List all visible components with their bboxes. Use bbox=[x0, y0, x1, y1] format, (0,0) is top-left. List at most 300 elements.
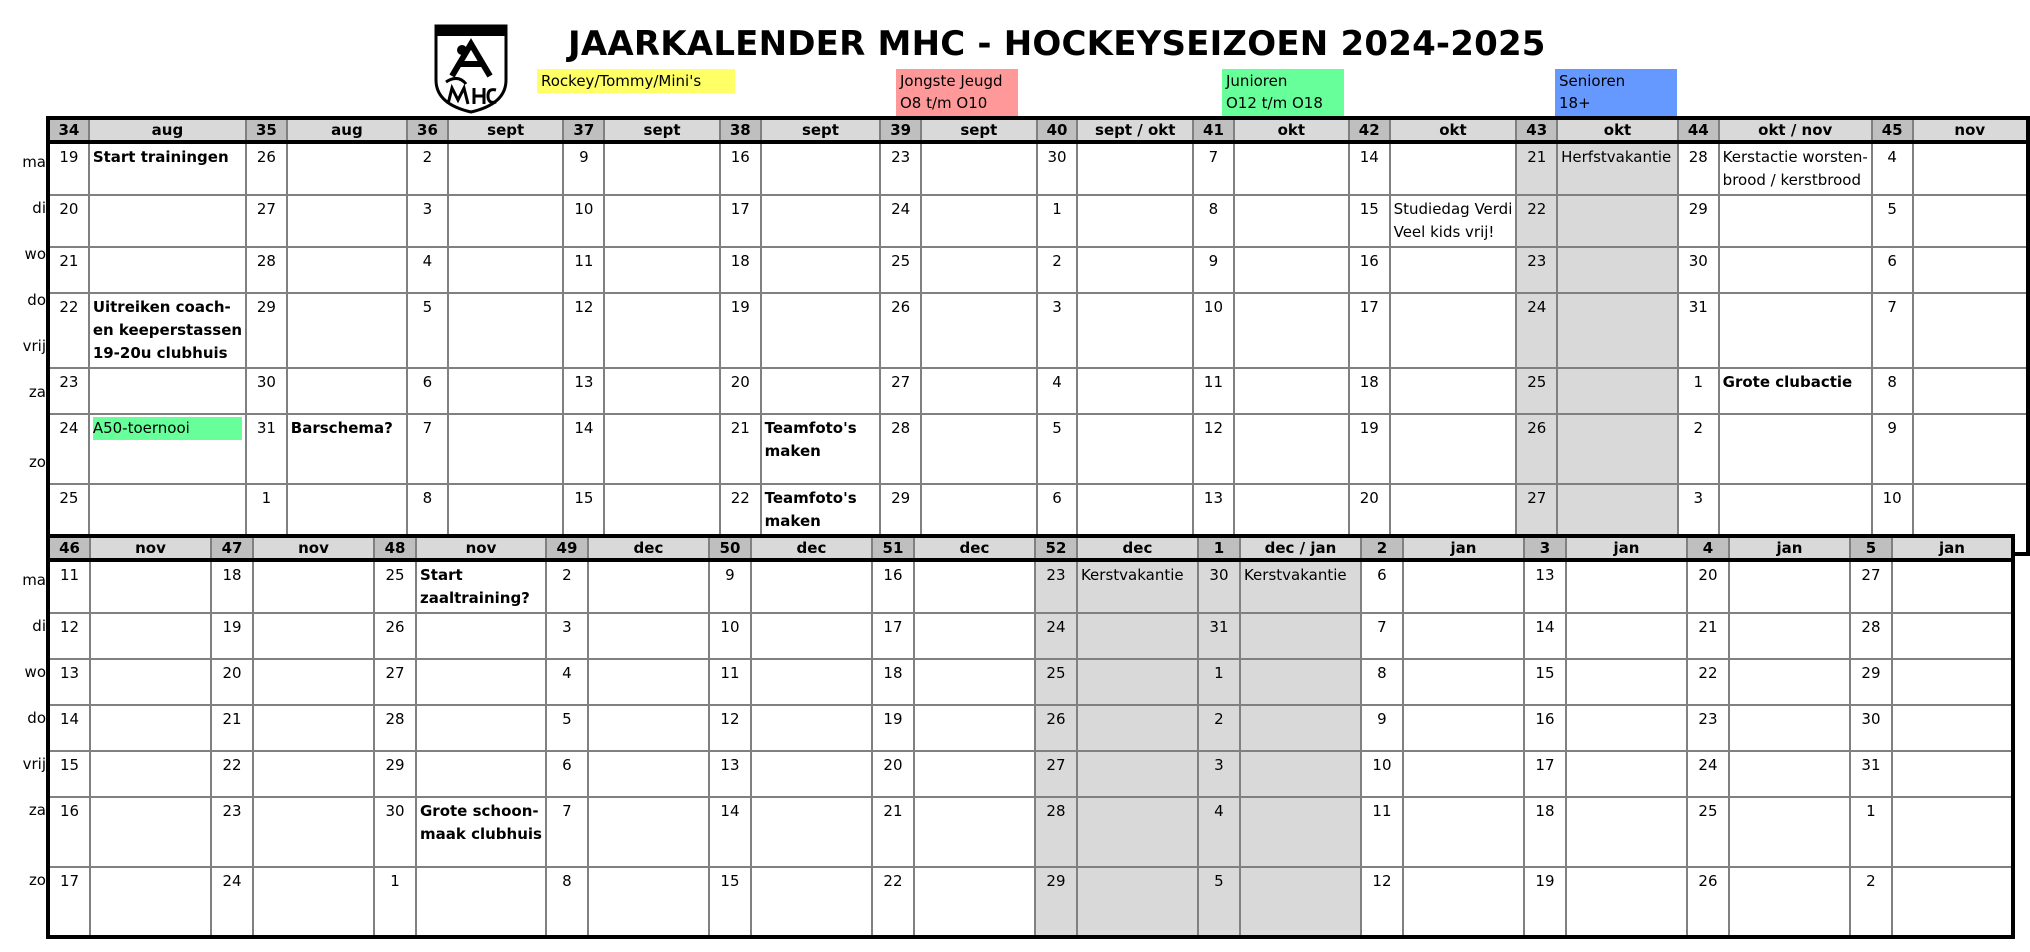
month-label: jan bbox=[1729, 536, 1850, 560]
week-number: 48 bbox=[374, 536, 416, 560]
event-note-cell bbox=[1403, 613, 1524, 659]
date-cell: 20 bbox=[720, 368, 761, 414]
event-note-cell bbox=[1240, 751, 1361, 797]
event-note-cell bbox=[89, 195, 246, 247]
day-row bbox=[48, 797, 2013, 867]
event-note-cell bbox=[1892, 705, 2013, 751]
date-cell: 19 bbox=[211, 613, 253, 659]
event-note-cell bbox=[1077, 797, 1198, 867]
event-note-cell bbox=[914, 751, 1035, 797]
event-note-cell bbox=[914, 613, 1035, 659]
event-note-cell bbox=[90, 867, 211, 937]
month-label: dec bbox=[751, 536, 872, 560]
event-note-cell bbox=[1729, 867, 1850, 937]
event-note-cell bbox=[253, 613, 374, 659]
date-cell: 30 bbox=[374, 797, 416, 867]
date-cell: 25 bbox=[374, 560, 416, 613]
event-note: Uitreiken coach- en keeperstassen 19-20u clubhuis bbox=[92, 298, 243, 362]
date-cell: 15 bbox=[48, 751, 90, 797]
event-note-cell bbox=[1557, 142, 1678, 195]
event-note-cell bbox=[1719, 293, 1872, 368]
event-note-cell bbox=[1557, 247, 1678, 293]
week-number: 41 bbox=[1193, 118, 1234, 142]
date-cell: 10 bbox=[1872, 484, 1913, 554]
day-row bbox=[48, 867, 2013, 937]
date-cell: 29 bbox=[880, 484, 921, 554]
event-note-cell bbox=[1729, 751, 1850, 797]
weekday-label: do bbox=[27, 291, 46, 309]
date-cell: 9 bbox=[1872, 414, 1913, 484]
event-note-cell bbox=[588, 797, 709, 867]
month-label: dec bbox=[588, 536, 709, 560]
date-cell: 23 bbox=[1516, 247, 1557, 293]
day-row bbox=[48, 560, 2013, 613]
date-cell: 16 bbox=[720, 142, 761, 195]
event-note-cell bbox=[1719, 247, 1872, 293]
event-note-cell bbox=[1557, 414, 1678, 484]
week-number: 39 bbox=[880, 118, 921, 142]
date-cell: 23 bbox=[880, 142, 921, 195]
event-note-cell bbox=[751, 751, 872, 797]
week-number: 2 bbox=[1361, 536, 1403, 560]
event-note-cell bbox=[448, 247, 564, 293]
event-note-cell bbox=[921, 142, 1037, 195]
date-cell: 26 bbox=[1035, 705, 1077, 751]
date-cell: 22 bbox=[1687, 659, 1729, 705]
date-cell: 6 bbox=[546, 751, 588, 797]
date-cell: 25 bbox=[880, 247, 921, 293]
date-cell: 21 bbox=[1687, 613, 1729, 659]
month-label: okt bbox=[1390, 118, 1517, 142]
event-note-cell bbox=[1892, 867, 2013, 937]
event-note-cell bbox=[1892, 797, 2013, 867]
event-note-cell bbox=[751, 705, 872, 751]
event-note-cell bbox=[89, 368, 246, 414]
date-cell: 8 bbox=[1872, 368, 1913, 414]
event-note: Kerstactie worsten- brood / kerstbrood bbox=[1722, 148, 1868, 189]
day-row bbox=[48, 293, 2028, 368]
event-note-cell bbox=[1234, 293, 1349, 368]
event-note-cell bbox=[1566, 560, 1687, 613]
week-number: 3 bbox=[1524, 536, 1566, 560]
month-label: dec bbox=[1077, 536, 1198, 560]
event-note-cell bbox=[604, 414, 720, 484]
date-cell: 1 bbox=[1198, 659, 1240, 705]
event-note-cell bbox=[1077, 195, 1193, 247]
event-note-cell bbox=[588, 613, 709, 659]
event-note: Studiedag Verdi Veel kids vrij! bbox=[1393, 200, 1513, 241]
event-note-cell bbox=[1719, 195, 1872, 247]
event-note-cell bbox=[89, 142, 246, 195]
date-cell: 1 bbox=[374, 867, 416, 937]
event-note-cell bbox=[1913, 414, 2028, 484]
month-label: dec bbox=[914, 536, 1035, 560]
event-note-cell bbox=[253, 867, 374, 937]
month-label: sept bbox=[761, 118, 881, 142]
date-cell: 8 bbox=[1193, 195, 1234, 247]
event-note-cell bbox=[287, 247, 407, 293]
date-cell: 6 bbox=[1872, 247, 1913, 293]
legend-item: Senioren 18+ bbox=[1555, 69, 1677, 117]
date-cell: 31 bbox=[1198, 613, 1240, 659]
date-cell: 22 bbox=[48, 293, 89, 368]
event-note-cell bbox=[1077, 293, 1193, 368]
event-note-cell bbox=[90, 560, 211, 613]
date-cell: 15 bbox=[563, 484, 604, 554]
event-note: Kerstvakantie bbox=[1243, 566, 1347, 584]
event-note: Grote clubactie bbox=[1722, 373, 1853, 391]
event-note-cell bbox=[761, 195, 881, 247]
date-cell: 28 bbox=[246, 247, 287, 293]
event-note-cell bbox=[287, 293, 407, 368]
date-cell: 8 bbox=[1361, 659, 1403, 705]
week-number: 51 bbox=[872, 536, 914, 560]
date-cell: 15 bbox=[1349, 195, 1390, 247]
date-cell: 7 bbox=[546, 797, 588, 867]
day-row bbox=[48, 751, 2013, 797]
date-cell: 1 bbox=[1850, 797, 1892, 867]
week-number: 35 bbox=[246, 118, 287, 142]
date-cell: 4 bbox=[546, 659, 588, 705]
date-cell: 29 bbox=[1678, 195, 1719, 247]
date-cell: 25 bbox=[1687, 797, 1729, 867]
date-cell: 17 bbox=[48, 867, 90, 937]
event-note-cell bbox=[1913, 195, 2028, 247]
week-number: 44 bbox=[1678, 118, 1719, 142]
date-cell: 11 bbox=[709, 659, 751, 705]
event-note-cell bbox=[1566, 797, 1687, 867]
event-note-cell bbox=[921, 247, 1037, 293]
event-note: Teamfoto's maken bbox=[764, 489, 857, 530]
date-cell: 3 bbox=[1198, 751, 1240, 797]
event-note-cell bbox=[1234, 414, 1349, 484]
date-cell: 17 bbox=[1349, 293, 1390, 368]
event-note-cell bbox=[1077, 142, 1193, 195]
week-number: 49 bbox=[546, 536, 588, 560]
date-cell: 31 bbox=[1850, 751, 1892, 797]
event-note-cell bbox=[1566, 659, 1687, 705]
event-note-cell bbox=[1077, 368, 1193, 414]
date-cell: 22 bbox=[211, 751, 253, 797]
week-number: 4 bbox=[1687, 536, 1729, 560]
event-note-cell bbox=[1557, 293, 1678, 368]
event-note-cell bbox=[1913, 247, 2028, 293]
event-note-cell bbox=[416, 705, 546, 751]
event-note-cell bbox=[588, 705, 709, 751]
date-cell: 7 bbox=[1193, 142, 1234, 195]
event-note-cell bbox=[1913, 293, 2028, 368]
date-cell: 23 bbox=[1035, 560, 1077, 613]
date-cell: 30 bbox=[1198, 560, 1240, 613]
date-cell: 20 bbox=[1349, 484, 1390, 554]
date-cell: 10 bbox=[1193, 293, 1234, 368]
event-note-cell bbox=[1719, 142, 1872, 195]
date-cell: 15 bbox=[1524, 659, 1566, 705]
mhc-club-logo bbox=[432, 22, 510, 114]
event-note-cell bbox=[1729, 659, 1850, 705]
date-cell: 21 bbox=[720, 414, 761, 484]
event-note-cell bbox=[287, 414, 407, 484]
week-number: 45 bbox=[1872, 118, 1913, 142]
event-note-cell bbox=[1390, 142, 1517, 195]
legend-item: Junioren O12 t/m O18 bbox=[1222, 69, 1344, 117]
date-cell: 26 bbox=[374, 613, 416, 659]
date-cell: 16 bbox=[48, 797, 90, 867]
week-number: 40 bbox=[1037, 118, 1078, 142]
event-note-cell bbox=[1892, 613, 2013, 659]
date-cell: 27 bbox=[880, 368, 921, 414]
date-cell: 24 bbox=[1035, 613, 1077, 659]
event-note-cell bbox=[751, 560, 872, 613]
date-cell: 1 bbox=[1678, 368, 1719, 414]
date-cell: 4 bbox=[1037, 368, 1078, 414]
date-cell: 29 bbox=[246, 293, 287, 368]
legend-item: Rockey/Tommy/Mini's bbox=[537, 69, 735, 93]
event-note-cell bbox=[1566, 613, 1687, 659]
event-note-cell bbox=[1729, 560, 1850, 613]
event-note-cell bbox=[253, 751, 374, 797]
event-note-cell bbox=[90, 797, 211, 867]
date-cell: 27 bbox=[1035, 751, 1077, 797]
event-note-cell bbox=[448, 368, 564, 414]
weekday-label: wo bbox=[24, 663, 46, 681]
event-note-cell bbox=[921, 293, 1037, 368]
legend-item: Jongste Jeugd O8 t/m O10 bbox=[896, 69, 1018, 117]
date-cell: 5 bbox=[407, 293, 448, 368]
event-note-cell bbox=[921, 195, 1037, 247]
event-note-cell bbox=[1557, 195, 1678, 247]
event-note-cell bbox=[921, 368, 1037, 414]
weekday-label: vrij bbox=[22, 755, 46, 773]
month-label: aug bbox=[287, 118, 407, 142]
event-note-cell bbox=[1403, 797, 1524, 867]
date-cell: 3 bbox=[1037, 293, 1078, 368]
date-cell: 20 bbox=[872, 751, 914, 797]
calendar-block-nov-jan bbox=[46, 534, 2015, 939]
event-note-cell bbox=[1729, 797, 1850, 867]
month-label: sept / okt bbox=[1077, 118, 1193, 142]
event-note-cell bbox=[588, 867, 709, 937]
month-label: nov bbox=[416, 536, 546, 560]
date-cell: 29 bbox=[1035, 867, 1077, 937]
month-label: nov bbox=[90, 536, 211, 560]
date-cell: 28 bbox=[374, 705, 416, 751]
event-note-cell bbox=[89, 293, 246, 368]
date-cell: 15 bbox=[709, 867, 751, 937]
date-cell: 30 bbox=[1037, 142, 1078, 195]
date-cell: 30 bbox=[246, 368, 287, 414]
event-note-cell bbox=[1892, 659, 2013, 705]
event-note-cell bbox=[1240, 659, 1361, 705]
event-note-cell bbox=[751, 659, 872, 705]
event-note-cell bbox=[1403, 751, 1524, 797]
week-number: 38 bbox=[720, 118, 761, 142]
event-note: Teamfoto's maken bbox=[764, 419, 857, 460]
event-note-cell bbox=[1719, 368, 1872, 414]
date-cell: 4 bbox=[407, 247, 448, 293]
event-note-cell bbox=[287, 368, 407, 414]
weekday-label: zo bbox=[28, 453, 46, 471]
month-label: sept bbox=[921, 118, 1037, 142]
event-note-cell bbox=[1390, 247, 1517, 293]
month-label: okt bbox=[1234, 118, 1349, 142]
date-cell: 31 bbox=[1678, 293, 1719, 368]
date-cell: 24 bbox=[211, 867, 253, 937]
event-note-cell bbox=[1240, 705, 1361, 751]
date-cell: 12 bbox=[563, 293, 604, 368]
event-note-cell bbox=[588, 659, 709, 705]
weekday-label: do bbox=[27, 709, 46, 727]
event-note-cell bbox=[89, 414, 246, 484]
date-cell: 1 bbox=[246, 484, 287, 554]
event-note-cell bbox=[1240, 560, 1361, 613]
date-cell: 16 bbox=[1349, 247, 1390, 293]
date-cell: 7 bbox=[1361, 613, 1403, 659]
date-cell: 12 bbox=[48, 613, 90, 659]
week-number: 36 bbox=[407, 118, 448, 142]
date-cell: 9 bbox=[1361, 705, 1403, 751]
event-note: Start zaaltraining? bbox=[420, 566, 530, 607]
date-cell: 25 bbox=[48, 484, 89, 554]
event-note-cell bbox=[914, 659, 1035, 705]
event-note-cell bbox=[1240, 867, 1361, 937]
date-cell: 11 bbox=[563, 247, 604, 293]
week-number: 47 bbox=[211, 536, 253, 560]
event-note-cell bbox=[1403, 867, 1524, 937]
date-cell: 19 bbox=[1524, 867, 1566, 937]
event-note-cell bbox=[1403, 705, 1524, 751]
date-cell: 9 bbox=[709, 560, 751, 613]
date-cell: 20 bbox=[211, 659, 253, 705]
event-note-cell bbox=[416, 659, 546, 705]
weekday-label: za bbox=[28, 383, 46, 401]
date-cell: 13 bbox=[1524, 560, 1566, 613]
month-label: okt bbox=[1557, 118, 1678, 142]
date-cell: 9 bbox=[1193, 247, 1234, 293]
date-cell: 2 bbox=[1037, 247, 1078, 293]
event-note-cell bbox=[604, 368, 720, 414]
event-note-cell bbox=[1719, 414, 1872, 484]
event-note-cell bbox=[914, 560, 1035, 613]
event-note-cell bbox=[253, 659, 374, 705]
month-label: dec / jan bbox=[1240, 536, 1361, 560]
event-note-cell bbox=[1234, 142, 1349, 195]
date-cell: 24 bbox=[1687, 751, 1729, 797]
date-cell: 14 bbox=[709, 797, 751, 867]
event-note: A50-toernooi bbox=[93, 417, 242, 440]
date-cell: 20 bbox=[1687, 560, 1729, 613]
date-cell: 3 bbox=[1678, 484, 1719, 554]
month-label: sept bbox=[448, 118, 564, 142]
date-cell: 10 bbox=[1361, 751, 1403, 797]
event-note-cell bbox=[1077, 613, 1198, 659]
event-note-cell bbox=[751, 797, 872, 867]
event-note-cell bbox=[1403, 659, 1524, 705]
weekday-label: ma bbox=[22, 571, 46, 589]
day-row bbox=[48, 613, 2013, 659]
day-row bbox=[48, 247, 2028, 293]
date-cell: 14 bbox=[1524, 613, 1566, 659]
event-note-cell bbox=[604, 293, 720, 368]
event-note-cell bbox=[1390, 414, 1517, 484]
date-cell: 14 bbox=[48, 705, 90, 751]
date-cell: 26 bbox=[1687, 867, 1729, 937]
date-cell: 4 bbox=[1872, 142, 1913, 195]
date-cell: 8 bbox=[407, 484, 448, 554]
date-cell: 2 bbox=[1850, 867, 1892, 937]
date-cell: 18 bbox=[1524, 797, 1566, 867]
event-note-cell bbox=[588, 751, 709, 797]
event-note-cell bbox=[416, 867, 546, 937]
event-note-cell bbox=[1077, 247, 1193, 293]
event-note-cell bbox=[604, 142, 720, 195]
event-note-cell bbox=[1234, 368, 1349, 414]
event-note-cell bbox=[1403, 560, 1524, 613]
date-cell: 26 bbox=[1516, 414, 1557, 484]
date-cell: 25 bbox=[1035, 659, 1077, 705]
event-note-cell bbox=[1240, 797, 1361, 867]
weekday-label: zo bbox=[28, 871, 46, 889]
event-note-cell bbox=[1390, 293, 1517, 368]
date-cell: 19 bbox=[872, 705, 914, 751]
date-cell: 18 bbox=[1349, 368, 1390, 414]
event-note-cell bbox=[921, 414, 1037, 484]
date-cell: 13 bbox=[1193, 484, 1234, 554]
month-label: okt / nov bbox=[1719, 118, 1872, 142]
date-cell: 13 bbox=[48, 659, 90, 705]
date-cell: 9 bbox=[563, 142, 604, 195]
date-cell: 13 bbox=[563, 368, 604, 414]
week-number: 52 bbox=[1035, 536, 1077, 560]
calendar-block-aug-nov bbox=[46, 116, 2030, 556]
event-note-cell bbox=[1077, 867, 1198, 937]
weekday-label: vrij bbox=[22, 337, 46, 355]
date-cell: 5 bbox=[546, 705, 588, 751]
date-cell: 17 bbox=[1524, 751, 1566, 797]
date-cell: 2 bbox=[1198, 705, 1240, 751]
event-note-cell bbox=[1077, 659, 1198, 705]
date-cell: 14 bbox=[563, 414, 604, 484]
event-note-cell bbox=[1913, 142, 2028, 195]
date-cell: 24 bbox=[1516, 293, 1557, 368]
event-note-cell bbox=[1234, 195, 1349, 247]
event-note: Herfstvakantie bbox=[1561, 148, 1672, 166]
date-cell: 11 bbox=[1193, 368, 1234, 414]
event-note-cell bbox=[761, 414, 881, 484]
date-cell: 26 bbox=[880, 293, 921, 368]
date-cell: 28 bbox=[880, 414, 921, 484]
event-note-cell bbox=[914, 867, 1035, 937]
event-note-cell bbox=[1566, 705, 1687, 751]
date-cell: 5 bbox=[1872, 195, 1913, 247]
day-row bbox=[48, 705, 2013, 751]
month-label: sept bbox=[604, 118, 720, 142]
date-cell: 18 bbox=[720, 247, 761, 293]
date-cell: 23 bbox=[211, 797, 253, 867]
month-label: aug bbox=[89, 118, 246, 142]
page-title: JAARKALENDER MHC - HOCKEYSEIZOEN 2024-2025 bbox=[568, 24, 1546, 64]
date-cell: 17 bbox=[720, 195, 761, 247]
week-number: 46 bbox=[48, 536, 90, 560]
event-note-cell bbox=[253, 797, 374, 867]
date-cell: 22 bbox=[720, 484, 761, 554]
week-number: 5 bbox=[1850, 536, 1892, 560]
day-row bbox=[48, 659, 2013, 705]
date-cell: 6 bbox=[1037, 484, 1078, 554]
event-note-cell bbox=[761, 293, 881, 368]
event-note-cell bbox=[448, 414, 564, 484]
date-cell: 18 bbox=[211, 560, 253, 613]
